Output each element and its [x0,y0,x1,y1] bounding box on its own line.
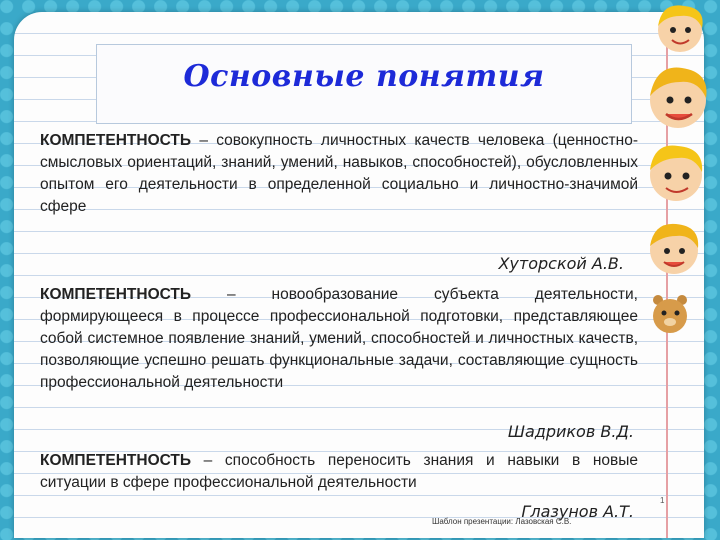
definition-3-term: КОМПЕТЕНТНОСТЬ [40,452,192,469]
cartoon-kids-illustration [600,0,720,350]
title-box [96,44,632,124]
kid-face-icon [650,68,707,128]
definition-1-text: – совокупность личностных качеств человека (ценностно-смысловых ориентаций, знаний, умений, навыков, способностей), обусловленных опытом его деятельности в определенной социально и личностно-значимой сфере [40,132,638,215]
definition-3-text: – способность переносить знания и навыки в новые ситуации в сфере профессиональной деятельности [40,452,638,491]
kid-face-icon [650,224,698,274]
definition-2 [40,284,638,394]
kid-face-icon [658,5,703,52]
definition-2-author: Шадриков В.Д. [507,422,634,441]
definition-2-text: – новообразование субъекта деятельности, формирующееся в процессе профессиональной подготовки, представляющее собой системное появление знаний, умений, способностей и личностных качеств, позволяющие успешно решать функциональные задачи, составляющие сущность профессиональной деятельности [40,286,638,391]
definition-1 [40,130,638,218]
kid-face-icon [650,146,702,202]
definition-1-term: КОМПЕТЕНТНОСТЬ [40,132,192,149]
definition-3-author: Глазунов А.Т. [521,502,634,521]
definition-1-author: Хуторской А.В. [498,254,624,273]
page-number: 1 [660,496,665,505]
slide-title: Основные понятия [183,59,545,94]
bear-face-icon [653,295,687,333]
template-credit: Шаблон презентации: Лазовская С.В. [432,517,572,526]
definition-3 [40,450,638,494]
definition-2-term: КОМПЕТЕНТНОСТЬ [40,286,192,303]
